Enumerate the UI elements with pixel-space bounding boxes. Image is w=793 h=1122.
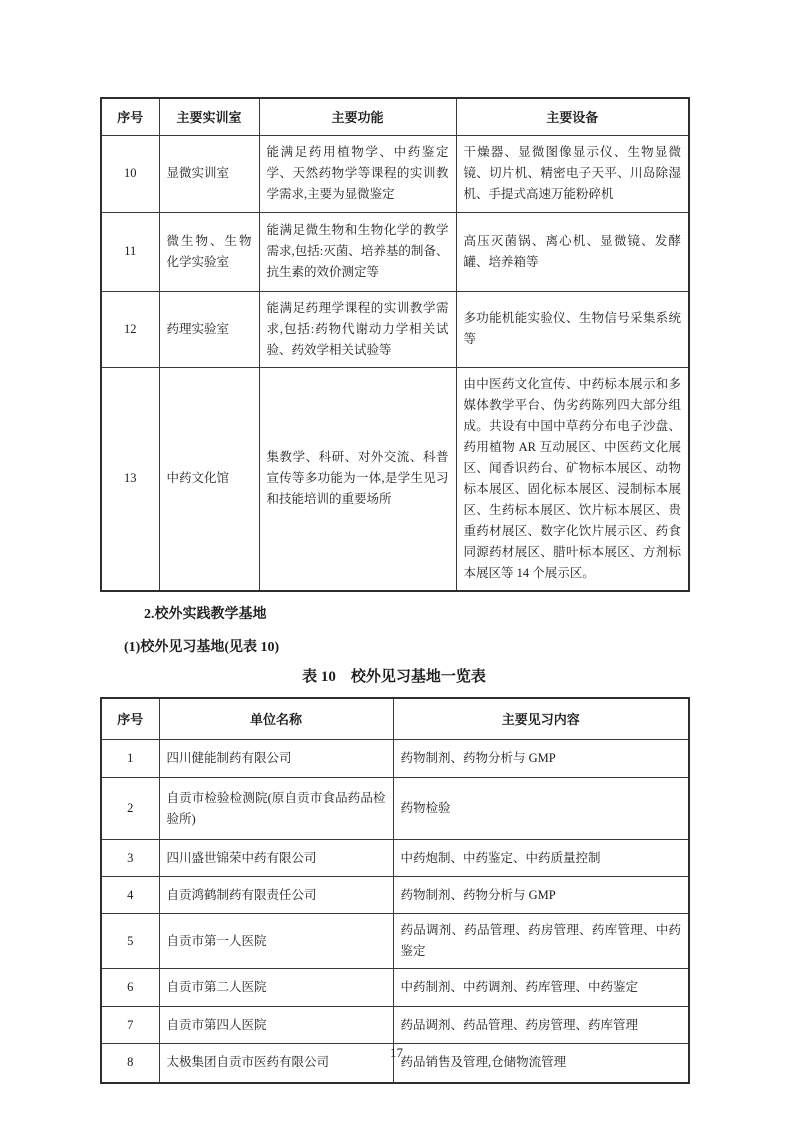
- subsection-heading: (1)校外见习基地(见表 10): [124, 639, 280, 655]
- table-row: [101, 212, 689, 291]
- cell-unit-name: 四川盛世锦荣中药有限公司: [159, 840, 393, 877]
- cell-room-name: 中药文化馆: [159, 367, 259, 591]
- cell-unit-name: 自贡市第一人医院: [159, 914, 393, 969]
- table-row: [101, 840, 689, 877]
- cell-main-equipment: 由中医药文化宣传、中药标本展示和多媒体教学平台、伪劣药陈列四大部分组成。共设有中国中草药分布电子沙盘、药用植物 AR 互动展区、中医药文化展区、闻香识药台、矿物标本展区、动物标本展区、固化标本展区、浸制标本展区、生药标本展区、饮片标本展区、贵重药材展区、数字化饮片展示区、药食同源药材展区、腊叶标本展区、方剂标本展区等 14 个展示区。: [456, 367, 689, 591]
- cell-internship-content: 药品销售及管理,仓储物流管理: [393, 1044, 689, 1083]
- cell-main-equipment: 多功能机能实验仪、生物信号采集系统等: [456, 291, 689, 367]
- cell-serial-number: 12: [101, 291, 159, 367]
- table-row: [101, 740, 689, 778]
- cell-main-function: 能满足药用植物学、中药鉴定学、天然药物学等课程的实训教学需求,主要为显微鉴定: [259, 135, 456, 212]
- cell-room-name: 微生物、生物化学实验室: [159, 212, 259, 291]
- cell-main-function: 能满足微生物和生物化学的教学需求,包括:灭菌、培养基的制备、抗生素的效价测定等: [259, 212, 456, 291]
- column-header-main-function: 主要功能: [259, 98, 456, 135]
- cell-internship-content: 中药制剂、中药调剂、药库管理、中药鉴定: [393, 969, 689, 1007]
- cell-serial-number: 4: [101, 877, 159, 914]
- cell-serial-number: 1: [101, 740, 159, 778]
- cell-internship-content: 药物制剂、药物分析与 GMP: [393, 740, 689, 778]
- cell-unit-name: 自贡市第四人医院: [159, 1007, 393, 1044]
- training-rooms-table: [100, 97, 690, 592]
- column-header-internship-content: 主要见习内容: [393, 698, 689, 740]
- table-row: [101, 914, 689, 969]
- column-header-serial-number: 序号: [101, 698, 159, 740]
- page-content: [100, 97, 688, 1084]
- cell-main-equipment: 干燥器、显微图像显示仪、生物显微镜、切片机、精密电子天平、川岛除湿机、手提式高速万能粉碎机: [456, 135, 689, 212]
- cell-internship-content: 药品调剂、药品管理、药房管理、药库管理、中药鉴定: [393, 914, 689, 969]
- column-header-serial-number: 序号: [101, 98, 159, 135]
- internship-bases-table: [100, 697, 690, 1084]
- table-row: [101, 778, 689, 840]
- table-row: [101, 969, 689, 1007]
- table-caption: 表 10 校外见习基地一览表: [302, 668, 486, 685]
- cell-serial-number: 13: [101, 367, 159, 591]
- cell-unit-name: 自贡鸿鹤制药有限责任公司: [159, 877, 393, 914]
- table-row: [101, 1007, 689, 1044]
- cell-internship-content: 药物检验: [393, 778, 689, 840]
- column-header-room-name: 主要实训室: [159, 98, 259, 135]
- cell-room-name: 药理实验室: [159, 291, 259, 367]
- cell-room-name: 显微实训室: [159, 135, 259, 212]
- cell-main-function: 集教学、科研、对外交流、科普宣传等多功能为一体,是学生见习和技能培训的重要场所: [259, 367, 456, 591]
- section-heading: 2.校外实践教学基地: [144, 606, 267, 622]
- table-header-row: [101, 698, 689, 740]
- cell-internship-content: 中药炮制、中药鉴定、中药质量控制: [393, 840, 689, 877]
- cell-unit-name: 太极集团自贡市医药有限公司: [159, 1044, 393, 1083]
- cell-serial-number: 5: [101, 914, 159, 969]
- cell-internship-content: 药物制剂、药物分析与 GMP: [393, 877, 689, 914]
- cell-unit-name: 自贡市检验检测院(原自贡市食品药品检验所): [159, 778, 393, 840]
- cell-main-equipment: 高压灭菌锅、离心机、显微镜、发酵罐、培养箱等: [456, 212, 689, 291]
- cell-serial-number: 3: [101, 840, 159, 877]
- table-row: [101, 877, 689, 914]
- page-number: 17: [390, 1045, 403, 1060]
- column-header-main-equipment: 主要设备: [456, 98, 689, 135]
- cell-serial-number: 2: [101, 778, 159, 840]
- table-row: [101, 367, 689, 591]
- table-row: [101, 291, 689, 367]
- cell-serial-number: 6: [101, 969, 159, 1007]
- table-header-row: [101, 98, 689, 135]
- cell-unit-name: 四川健能制药有限公司: [159, 740, 393, 778]
- cell-serial-number: 8: [101, 1044, 159, 1083]
- table-row: [101, 135, 689, 212]
- column-header-unit-name: 单位名称: [159, 698, 393, 740]
- cell-main-function: 能满足药理学课程的实训教学需求,包括:药物代谢动力学相关试验、药效学相关试验等: [259, 291, 456, 367]
- cell-serial-number: 10: [101, 135, 159, 212]
- cell-unit-name: 自贡市第二人医院: [159, 969, 393, 1007]
- cell-serial-number: 7: [101, 1007, 159, 1044]
- cell-serial-number: 11: [101, 212, 159, 291]
- cell-internship-content: 药品调剂、药品管理、药房管理、药库管理: [393, 1007, 689, 1044]
